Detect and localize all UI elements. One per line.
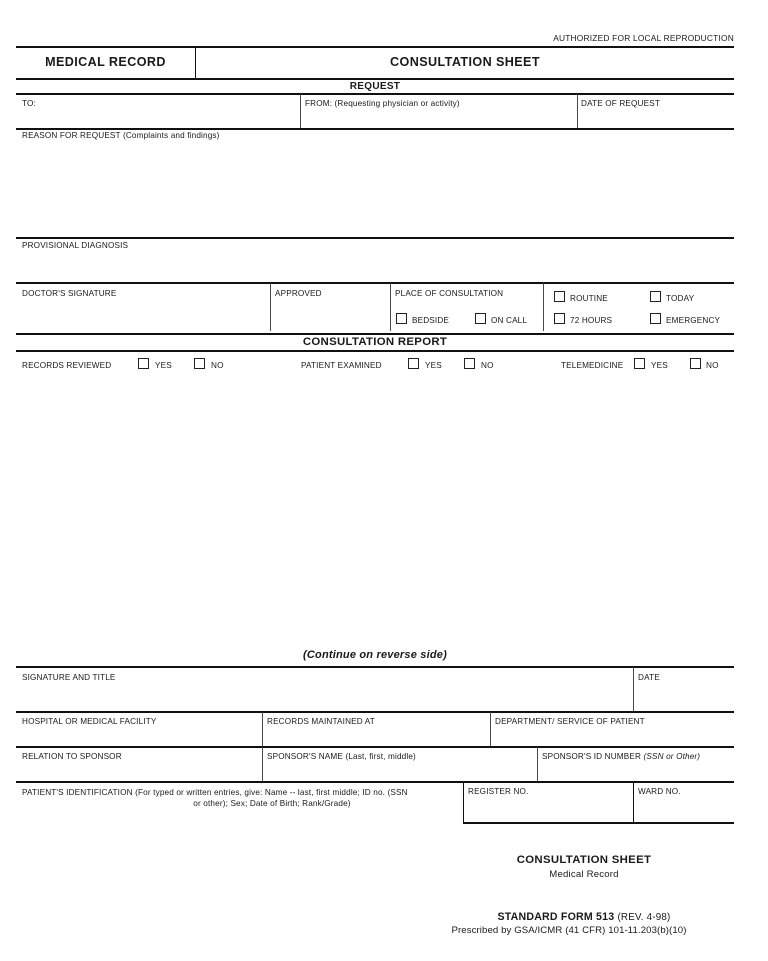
hospital-input-area[interactable] (17, 727, 261, 745)
ward-no-label: WARD NO. (638, 787, 681, 796)
rule-above-signature-title (16, 666, 734, 668)
register-no-input-area[interactable] (465, 797, 632, 821)
relation-to-sponsor-input-area[interactable] (17, 762, 261, 780)
rule-above-hospital (16, 711, 734, 713)
consultation-sheet-banner: CONSULTATION SHEET (390, 55, 540, 69)
divider-place-urgency (543, 283, 544, 331)
checkbox-today[interactable] (650, 291, 661, 302)
checkbox-records-reviewed-yes-label: YES (155, 361, 172, 370)
to-input-area[interactable] (17, 105, 299, 127)
divider-to-from (300, 94, 301, 128)
checkbox-patient-examined-yes[interactable] (408, 358, 419, 369)
date-input-area[interactable] (635, 684, 733, 710)
rule-above-patient-id (16, 781, 734, 783)
divider-records-department (490, 712, 491, 746)
consultation-report-input-area[interactable] (17, 382, 733, 644)
checkbox-on-call[interactable] (475, 313, 486, 324)
approved-input-area[interactable] (271, 299, 389, 330)
checkbox-telemedicine-no[interactable] (690, 358, 701, 369)
from-input-area[interactable] (302, 105, 576, 127)
department-service-label: DEPARTMENT/ SERVICE OF PATIENT (495, 717, 645, 726)
request-band-title: REQUEST (349, 81, 401, 92)
checkbox-telemedicine-no-label: NO (706, 361, 719, 370)
consultation-report-band-title: CONSULTATION REPORT (302, 336, 448, 348)
checkbox-records-reviewed-yes[interactable] (138, 358, 149, 369)
rule-above-reason (16, 128, 734, 130)
sponsors-name-input-area[interactable] (264, 762, 536, 780)
place-of-consultation-label: PLACE OF CONSULTATION (395, 289, 504, 298)
patients-identification-line1: PATIENT'S IDENTIFICATION (For typed or written entries, give: Name -- last, first middle; ID no. (SSN (22, 788, 408, 797)
footer-subtitle: Medical Record (549, 869, 619, 880)
medical-record-banner: MEDICAL RECORD (45, 55, 166, 69)
authorized-for-local-reproduction-note: AUTHORIZED FOR LOCAL REPRODUCTION (553, 33, 734, 43)
footer-form-number (434, 911, 734, 923)
from-label: FROM: (Requesting physician or activity) (305, 99, 460, 108)
sponsors-id-text: SPONSOR'S ID NUMBER (542, 752, 642, 761)
sponsors-id-number-label (542, 752, 700, 761)
signature-and-title-label: SIGNATURE AND TITLE (22, 673, 116, 682)
signature-and-title-input-area[interactable] (17, 684, 632, 710)
records-maintained-input-area[interactable] (264, 727, 489, 745)
to-label: TO: (22, 99, 36, 108)
checkbox-72-hours-label: 72 HOURS (570, 316, 613, 325)
sponsors-id-input-area[interactable] (539, 762, 733, 780)
rule-top-banner (16, 46, 734, 48)
rule-below-request-band (16, 93, 734, 95)
checkbox-emergency[interactable] (650, 313, 661, 324)
department-input-area[interactable] (492, 727, 733, 745)
divider-signature-date (633, 667, 634, 711)
checkbox-on-call-label: ON CALL (491, 316, 528, 325)
sponsors-name-hint: (Last, first, middle) (345, 752, 416, 761)
checkbox-today-label: TODAY (666, 294, 695, 303)
approved-label: APPROVED (275, 289, 322, 298)
divider-from-date (577, 94, 578, 128)
checkbox-telemedicine-yes[interactable] (634, 358, 645, 369)
divider-hospital-records (262, 712, 263, 746)
date-of-request-input-area[interactable] (579, 105, 733, 127)
checkbox-72-hours[interactable] (554, 313, 565, 324)
footer-prescribed-by: Prescribed by GSA/ICMR (41 CFR) 101-11.203(b)(10) (451, 925, 687, 936)
checkbox-patient-examined-yes-label: YES (425, 361, 442, 370)
checkbox-bedside-label: BEDSIDE (412, 316, 449, 325)
telemedicine-label: TELEMEDICINE (561, 361, 624, 370)
sponsors-name-label (267, 752, 416, 761)
doctors-signature-label: DOCTOR'S SIGNATURE (22, 289, 117, 298)
divider-approved-place (390, 283, 391, 331)
register-no-label: REGISTER NO. (468, 787, 529, 796)
ward-no-input-area[interactable] (635, 797, 733, 821)
checkbox-routine[interactable] (554, 291, 565, 302)
footer-standard-form: STANDARD FORM 513 (497, 911, 615, 923)
checkbox-patient-examined-no-label: NO (481, 361, 494, 370)
doctors-signature-input-area[interactable] (17, 299, 269, 330)
checkbox-bedside[interactable] (396, 313, 407, 324)
patients-identification-input-area[interactable] (17, 806, 462, 821)
rule-above-provisional (16, 237, 734, 239)
checkbox-emergency-label: EMERGENCY (666, 316, 721, 325)
checkbox-telemedicine-yes-label: YES (651, 361, 668, 370)
records-maintained-at-label: RECORDS MAINTAINED AT (267, 717, 375, 726)
checkbox-records-reviewed-no[interactable] (194, 358, 205, 369)
records-reviewed-label: RECORDS REVIEWED (22, 361, 112, 370)
divider-relation-sponsorname (262, 747, 263, 781)
continue-on-reverse-note: (Continue on reverse side) (303, 649, 447, 661)
hospital-or-medical-facility-label: HOSPITAL OR MEDICAL FACILITY (22, 717, 157, 726)
footer-revision: (REV. 4-98) (617, 912, 671, 923)
checkbox-patient-examined-no[interactable] (464, 358, 475, 369)
patients-identification-line2: or other); Sex; Date of Birth; Rank/Grade) (193, 799, 351, 809)
sponsors-id-hint: (SSN or Other) (643, 752, 701, 761)
date-of-request-label: DATE OF REQUEST (581, 99, 660, 108)
date-label: DATE (638, 673, 660, 682)
rule-above-signature-row (16, 282, 734, 284)
sponsors-name-text: SPONSOR'S NAME (267, 752, 343, 761)
rule-below-register-ward (463, 822, 734, 824)
relation-to-sponsor-label: RELATION TO SPONSOR (22, 752, 122, 761)
provisional-diagnosis-label: PROVISIONAL DIAGNOSIS (22, 241, 129, 250)
rule-above-relation (16, 746, 734, 748)
divider-sponsorname-sponsorid (537, 747, 538, 781)
rule-below-report-band (16, 350, 734, 352)
reason-for-request-label: REASON FOR REQUEST (Complaints and findings) (22, 131, 220, 140)
provisional-diagnosis-input-area[interactable] (17, 252, 733, 279)
checkbox-records-reviewed-no-label: NO (211, 361, 224, 370)
patient-examined-label: PATIENT EXAMINED (301, 361, 382, 370)
reason-for-request-input-area[interactable] (17, 142, 733, 235)
checkbox-routine-label: ROUTINE (570, 294, 608, 303)
footer-title: CONSULTATION SHEET (516, 854, 652, 866)
